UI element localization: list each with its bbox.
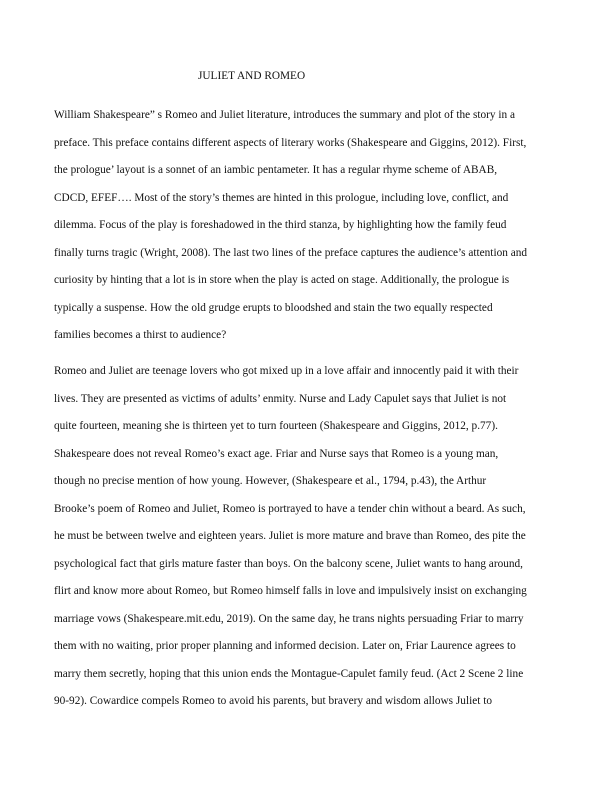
text-line: CDCD, EFEF…. Most of the story’s themes are hinted in this prologue, including love, conflict, and [54,191,509,204]
text-line: dilemma. Focus of the play is foreshadowed in the third stanza, by highlighting how the family feud [54,219,507,231]
text-line: lives. They are presented as victims of adults’ enmity. Nurse and Lady Capulet says that Juliet is not [54,392,507,405]
text-line: curiosity by hinting that a lot is in store when the play is acted on stage. Additionally, the prologue is [54,274,510,286]
paragraph-2 [54,364,564,722]
text-line: preface. This preface contains different aspects of literary works (Shakespeare and Giggins, 2012). First, [54,136,527,149]
text-line: the prologue’ layout is a sonnet of an iambic pentameter. It has a regular rhyme scheme of ABAB, [54,164,498,176]
text-line: quite fourteen, meaning she is thirteen yet to turn fourteen (Shakespeare and Giggins, 2012, p.77). [54,420,498,432]
text-line: 90-92). Cowardice compels Romeo to avoid his parents, but bravery and wisdom allows Juliet to [54,695,492,707]
text-line: psychological fact that girls mature faster than boys. On the balcony scene, Juliet wants to hang around, [54,557,524,570]
text-line: though no precise mention of how young. However, (Shakespeare et al., 1794, p.43), the Arthur [54,475,487,487]
text-line: marry them secretly, hoping that this union ends the Montague-Capulet family feud. (Act 2 Scene 2 line [54,667,524,680]
text-line: finally turns tragic (Wright, 2008). The last two lines of the preface captures the audience’s attention and [54,246,528,259]
document-title: JULIET AND ROMEO [198,70,306,82]
text-line: families becomes a thirst to audience? [54,329,227,341]
text-line: them with no waiting, prior proper planning and informed decision. Later on, Friar Laurence agrees to [54,640,516,652]
text-line: typically a suspense. How the old grudge erupts to bloodshed and stain the two equally respected [54,301,493,314]
text-line: he must be between twelve and eighteen years. Juliet is more mature and brave than Romeo, des pite the [54,530,526,542]
text-line: marriage vows (Shakespeare.mit.edu, 2019). On the same day, he trans nights persuading Friar to marry [54,612,524,625]
text-line: flirt and know more about Romeo, but Romeo himself falls in love and impulsively insist on exchanging [54,585,527,597]
text-line: William Shakespeare” s Romeo and Juliet literature, introduces the summary and plot of the story in a [54,109,516,121]
text-line: Brooke’s poem of Romeo and Juliet, Romeo is portrayed to have a tender chin without a beard. As such, [54,502,526,515]
paragraph-1 [54,108,564,356]
text-line: Romeo and Juliet are teenage lovers who got mixed up in a love affair and innocently paid it with their [54,365,519,377]
text-line: Shakespeare does not reveal Romeo’s exact age. Friar and Nurse says that Romeo is a young man, [54,447,499,460]
